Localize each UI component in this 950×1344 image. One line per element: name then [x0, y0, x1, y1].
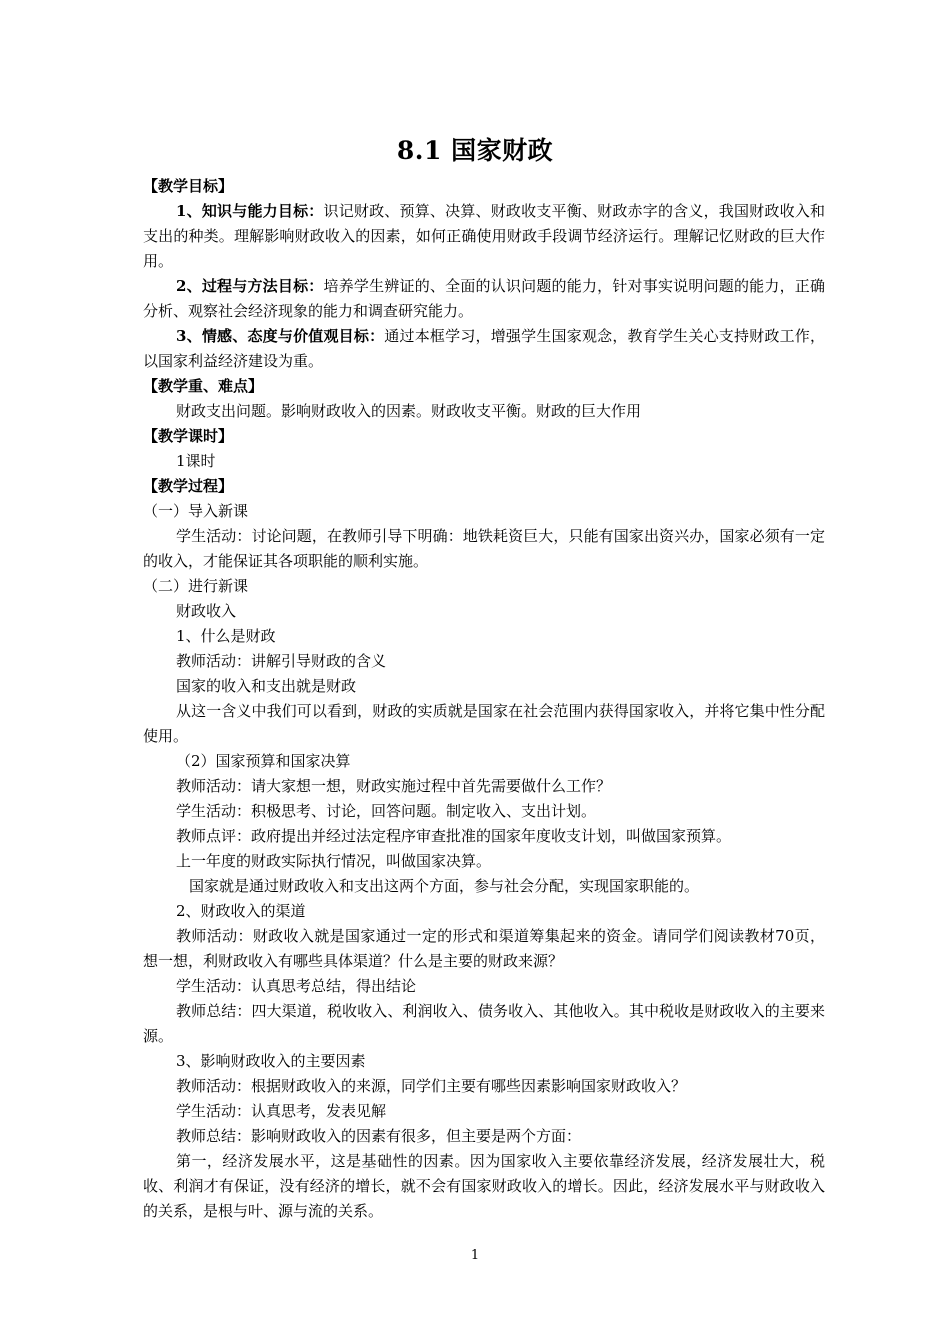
paragraph [143, 324, 825, 374]
paragraph: 国家就是通过财政收入和支出这两个方面，参与社会分配，实现国家职能的。 [189, 877, 700, 895]
objective-text: 识记财政、预算、决算、财政收支平衡、财政赤字的含义，我国财政收入和支出的种类。理解影响财政收入的因素，如何正确使用财政手段调节经济运行。理解记忆财政的巨大作用。 [143, 202, 825, 270]
paragraph [143, 199, 825, 274]
paragraph: 3、影响财政收入的主要因素 [176, 1052, 366, 1070]
paragraph: 教师总结：四大渠道，税收收入、利润收入、债务收入、其他收入。其中税收是财政收入的主要来源。 [143, 1002, 825, 1045]
objective-label: 1、知识与能力目标： [176, 202, 324, 220]
paragraph: 国家的收入和支出就是财政 [176, 677, 357, 695]
paragraph: 学生活动：讨论问题，在教师引导下明确：地铁耗资巨大，只能有国家出资兴办，国家必须有一定的收入，才能保证其各项职能的顺利实施。 [143, 527, 825, 570]
paragraph: 2、财政收入的渠道 [176, 902, 306, 920]
paragraph: 1、什么是财政 [176, 627, 276, 645]
objective-text: 通过本框学习，增强学生国家观念，教育学生关心支持财政工作，以国家利益经济建设为重。 [143, 327, 825, 370]
section-heading: 【教学课时】 [143, 427, 234, 445]
paragraph: 教师活动：根据财政收入的来源，同学们主要有哪些因素影响国家财政收入？ [176, 1077, 687, 1095]
paragraph: 财政支出问题。影响财政收入的因素。财政收支平衡。财政的巨大作用 [176, 402, 642, 420]
objective-text: 培养学生辨证的、全面的认识问题的能力，针对事实说明问题的能力，正确分析、观察社会经济现象的能力和调查研究能力。 [143, 277, 825, 320]
document-body [143, 174, 825, 1224]
paragraph: 学生活动：认真思考总结，得出结论 [176, 977, 417, 995]
paragraph: 教师活动：讲解引导财政的含义 [176, 652, 387, 670]
paragraph: 教师点评：政府提出并经过法定程序审查批准的国家年度收支计划，叫做国家预算。 [176, 827, 732, 845]
paragraph: 第一，经济发展水平，这是基础性的因素。因为国家收入主要依靠经济发展，经济发展壮大，税收、利润才有保证，没有经济的增长，就不会有国家财政收入的增长。因此，经济发展水平与财政收入的关系，是根与叶、源与流的关系。 [143, 1152, 825, 1220]
paragraph: 学生活动：认真思考，发表见解 [176, 1102, 387, 1120]
paragraph: 财政收入 [176, 602, 237, 620]
page-title: 8.1 国家财政 [396, 136, 554, 165]
section-heading: 【教学重、难点】 [143, 377, 264, 395]
paragraph: （一）导入新课 [143, 502, 249, 520]
paragraph: 上一年度的财政实际执行情况，叫做国家决算。 [176, 852, 492, 870]
section-heading: 【教学过程】 [143, 477, 234, 495]
objective-label: 3、情感、态度与价值观目标： [176, 327, 385, 345]
paragraph: 教师活动：财政收入就是国家通过一定的形式和渠道筹集起来的资金。请同学们阅读教材70页，想一想，利财政收入有哪些具体渠道？什么是主要的财政来源？ [143, 927, 825, 970]
paragraph: 教师活动：请大家想一想，财政实施过程中首先需要做什么工作？ [176, 777, 612, 795]
paragraph: 1课时 [176, 452, 216, 470]
paragraph: 从这一含义中我们可以看到，财政的实质就是国家在社会范围内获得国家收入，并将它集中性分配使用。 [143, 702, 825, 745]
page-number: 1 [470, 1248, 480, 1263]
paragraph: （二）进行新课 [143, 577, 249, 595]
paragraph: 教师总结：影响财政收入的因素有很多，但主要是两个方面： [176, 1127, 582, 1145]
paragraph: （2）国家预算和国家决算 [176, 752, 351, 770]
paragraph: 学生活动：积极思考、讨论，回答问题。制定收入、支出计划。 [176, 802, 597, 820]
objective-label: 2、过程与方法目标： [176, 277, 324, 295]
section-heading: 【教学目标】 [143, 177, 234, 195]
paragraph [143, 274, 825, 324]
